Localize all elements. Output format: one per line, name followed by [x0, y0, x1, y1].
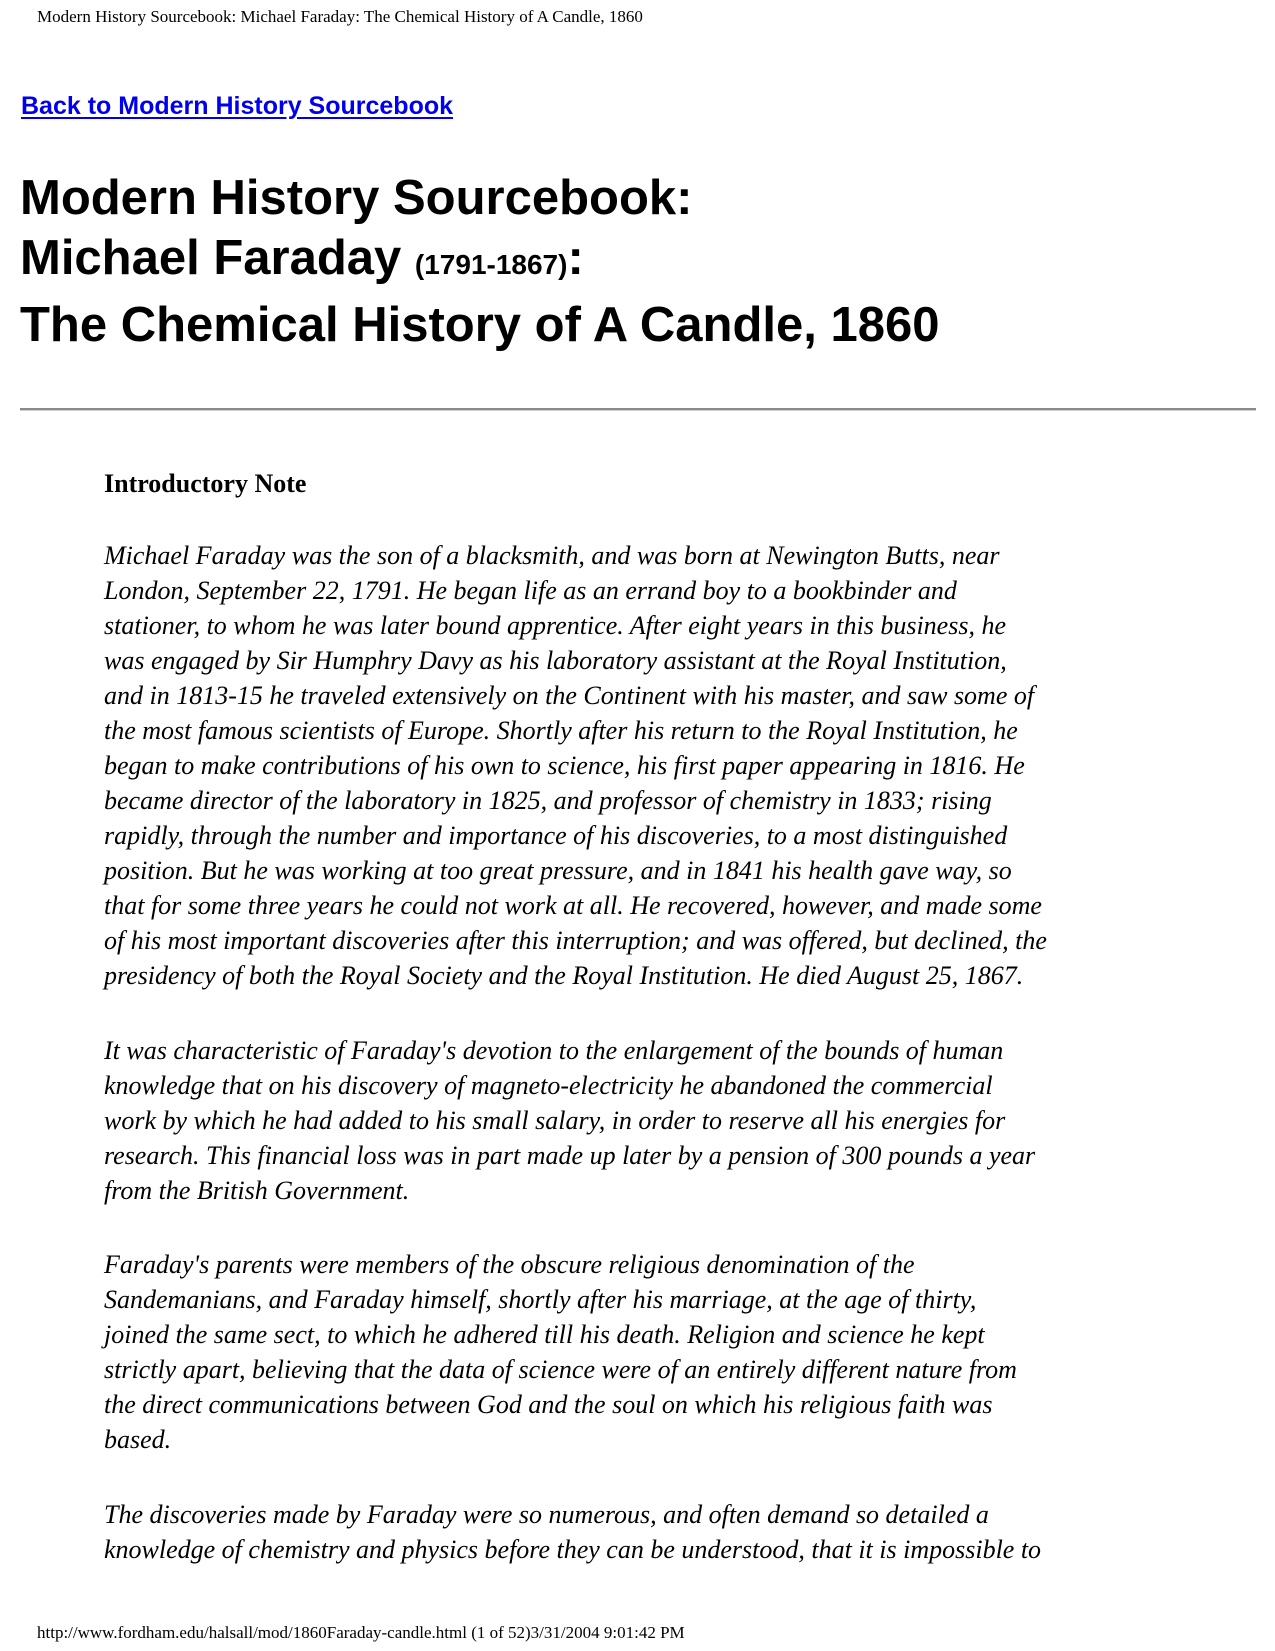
paragraph-line: London, September 22, 1791. He began life as an errand boy to a bookbinder and	[104, 576, 957, 605]
paragraph-line: rapidly, through the number and importance of his discoveries, to a most distinguished	[104, 821, 1008, 850]
print-footer: http://www.fordham.edu/halsall/mod/1860Faraday-candle.html (1 of 52)3/31/2004 9:01:42 PM	[37, 1623, 685, 1642]
paragraph-line: was engaged by Sir Humphry Davy as his laboratory assistant at the Royal Institution,	[104, 646, 1007, 675]
paragraph-line: The discoveries made by Faraday were so numerous, and often demand so detailed a	[104, 1500, 989, 1529]
paragraph-line: became director of the laboratory in 1825, and professor of chemistry in 1833; rising	[104, 786, 992, 815]
paragraph-line: that for some three years he could not work at all. He recovered, however, and made some	[104, 891, 1042, 920]
paragraph-line: Faraday's parents were members of the obscure religious denomination of the	[104, 1250, 915, 1279]
paragraph-line: stationer, to whom he was later bound apprentice. After eight years in this business, he	[104, 611, 1007, 640]
title-line-3: The Chemical History of A Candle, 1860	[20, 298, 940, 352]
paragraph-line: It was characteristic of Faraday's devotion to the enlargement of the bounds of human	[104, 1036, 1004, 1065]
paragraph-line: joined the same sect, to which he adhered till his death. Religion and science he kept	[104, 1320, 985, 1349]
paragraph-line: position. But he was working at too great pressure, and in 1841 his health gave way, so	[104, 856, 1012, 885]
title-colon: :	[567, 231, 584, 285]
paragraph-line: Michael Faraday was the son of a blacksmith, and was born at Newington Butts, near	[104, 541, 1000, 570]
main-content	[104, 468, 1194, 1567]
intro-paragraph-3	[104, 1247, 1194, 1457]
paragraph-line: of his most important discoveries after this interruption; and was offered, but declined, the	[104, 926, 1047, 955]
title-line-1: Modern History Sourcebook:	[20, 171, 693, 225]
print-header: Modern History Sourcebook: Michael Faraday: The Chemical History of A Candle, 1860	[37, 7, 643, 26]
title-author-name: Michael Faraday	[20, 231, 415, 285]
title-line-2	[20, 231, 584, 285]
section-heading: Introductory Note	[104, 469, 307, 498]
paragraph-line: and in 1813-15 he traveled extensively on the Continent with his master, and saw some of	[104, 681, 1035, 710]
intro-paragraph-4	[104, 1497, 1194, 1567]
paragraph-line: the most famous scientists of Europe. Shortly after his return to the Royal Institution, he	[104, 716, 1018, 745]
paragraph-line: strictly apart, believing that the data of science were of an entirely different nature from	[104, 1355, 1017, 1384]
paragraph-line: based.	[104, 1425, 172, 1454]
paragraph-line: knowledge of chemistry and physics before they can be understood, that it is impossible to	[104, 1535, 1042, 1564]
page-title	[20, 168, 939, 355]
paragraph-line: the direct communications between God and the soul on which his religious faith was	[104, 1390, 993, 1419]
paragraph-line: from the British Government.	[104, 1176, 410, 1205]
paragraph-line: Sandemanians, and Faraday himself, shortly after his marriage, at the age of thirty,	[104, 1285, 977, 1314]
horizontal-rule	[20, 408, 1256, 411]
paragraph-line: presidency of both the Royal Society and the Royal Institution. He died August 25, 1867.	[104, 961, 1024, 990]
intro-paragraph-1	[104, 538, 1194, 993]
paragraph-line: research. This financial loss was in part made up later by a pension of 300 pounds a year	[104, 1141, 1036, 1170]
paragraph-line: began to make contributions of his own to science, his first paper appearing in 1816. He	[104, 751, 1025, 780]
paragraph-line: knowledge that on his discovery of magneto-electricity he abandoned the commercial	[104, 1071, 993, 1100]
back-to-sourcebook-link[interactable]: Back to Modern History Sourcebook	[21, 92, 454, 120]
intro-paragraph-2	[104, 1033, 1194, 1208]
title-author-dates: (1791-1867)	[414, 249, 568, 280]
paragraph-line: work by which he had added to his small salary, in order to reserve all his energies for	[104, 1106, 1006, 1135]
